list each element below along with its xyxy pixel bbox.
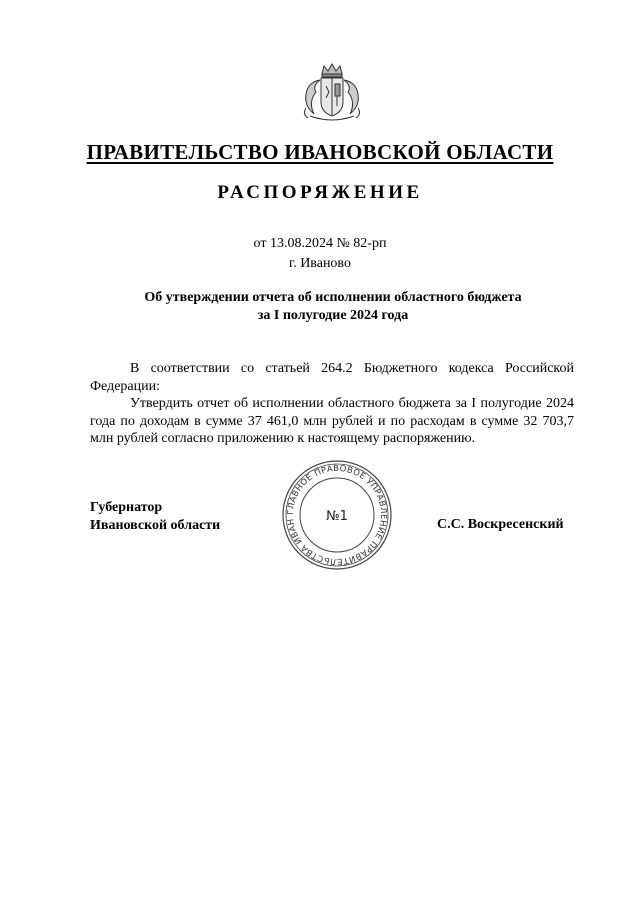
stamp-number: №1 — [326, 509, 348, 524]
signatory-position-line2: Ивановской области — [90, 518, 221, 533]
body-paragraph-1: В соответствии со статьей 264.2 Бюджетного кодекса Российской Федерации: — [90, 361, 574, 394]
signatory-position — [90, 499, 220, 535]
document-title-line2: за I полугодие 2024 года — [257, 308, 409, 323]
coat-of-arms-icon — [296, 62, 368, 124]
document-type: РАСПОРЯЖЕНИЕ — [217, 182, 423, 203]
document-date-number: от 13.08.2024 № 82-рп — [253, 236, 387, 251]
official-stamp — [281, 459, 393, 571]
organization-title: ПРАВИТЕЛЬСТВО ИВАНОВСКОЙ ОБЛАСТИ — [86, 140, 554, 164]
stamp-ring-text: ГЛАВНОЕ ПРАВОВОЕ УПРАВЛЕНИЕ ПРАВИТЕЛЬСТВА ИВАН — [284, 462, 390, 568]
signatory-position-line1: Губернатор — [90, 500, 163, 515]
document-title — [90, 289, 576, 325]
document-title-line1: Об утверждении отчета об исполнении областного бюджета — [144, 290, 522, 305]
body-paragraph-2: Утвердить отчет об исполнении областного бюджета за I полугодие 2024 года по доходам в сумме 37 461,0 млн рублей и по расходам в сумме 32 703,7 млн рублей согласно приложению к настоящему распоряжению. — [90, 396, 574, 446]
document-body — [90, 360, 574, 448]
signatory-name: С.С. Воскресенский — [437, 517, 564, 532]
document-city: г. Иваново — [289, 256, 351, 271]
